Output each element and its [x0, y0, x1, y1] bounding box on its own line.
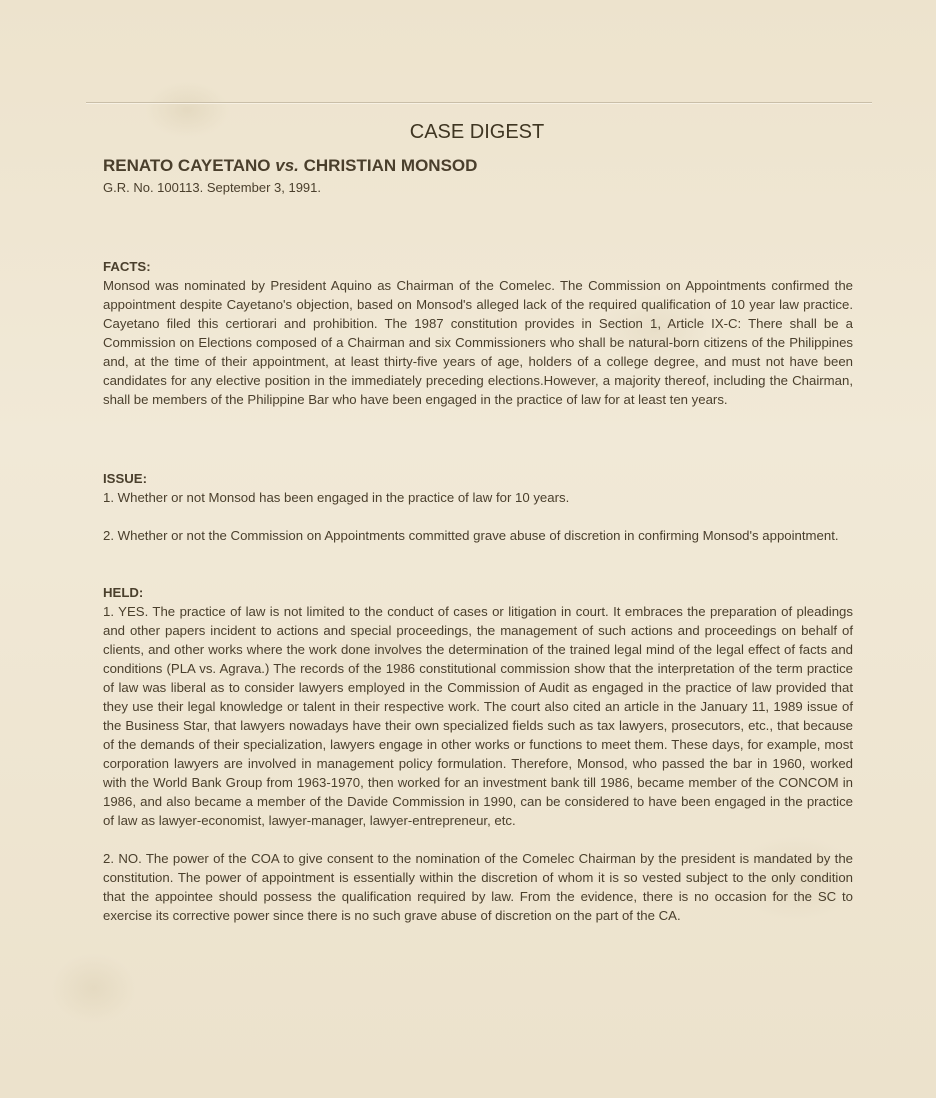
issue-section — [103, 469, 853, 545]
issue-item: 1. Whether or not Monsod has been engaged in the practice of law for 10 years. — [103, 490, 570, 505]
page-title: CASE DIGEST — [409, 121, 545, 143]
issue-item: 2. Whether or not the Commission on Appointments committed grave abuse of discretion in confirming Monsod's appointment. — [103, 528, 839, 543]
facts-heading: FACTS: — [103, 259, 151, 274]
case-digest-document — [103, 118, 853, 925]
held-item: 2. NO. The power of the COA to give consent to the nomination of the Comelec Chairman by the president is mandated by the constitution. The power of appointment is essentially within the discretion of whom it is so vested subject to the only condition that the appointee should possess the qualification required by law. From the evidence, there is no occasion for the SC to exercise its corrective power since there is no such grave abuse of discretion on the part of the CA. — [103, 851, 853, 923]
held-item: 1. YES. The practice of law is not limited to the conduct of cases or litigation in court. It embraces the preparation of pleadings and other papers incident to actions and special proceedings, the management of such actions and proceedings on behalf of clients, and other works where the work done involves the determination of the trained legal mind of the legal effect of facts and conditions (PLA vs. Agrava.) The records of the 1986 constitutional commission show that the interpretation of the term practice of law was liberal as to consider lawyers employed in the Commission of Audit as engaged in the practice of law provided that they use their legal knowledge or talent in their respective work. The court also cited an article in the January 11, 1989 issue of the Business Star, that lawyers nowadays have their own specialized fields such as tax lawyers, prosecutors, etc., that because of the demands of their specialization, lawyers engage in other works or functions to meet them. These days, for example, most corporation lawyers are involved in management policy formulation. Therefore, Monsod, who passed the bar in 1960, worked with the World Bank Group from 1963-1970, then worked for an investment bank till 1986, became member of the CONCOM in 1986, and also became a member of the Davide Commission in 1990, can be considered to have been engaged in the practice of law as lawyer-economist, lawyer-manager, lawyer-entrepreneur, etc. — [103, 604, 853, 828]
header-divider — [86, 102, 872, 104]
facts-text: Monsod was nominated by President Aquino as Chairman of the Comelec. The Commission on Appointments confirmed the appointment despite Cayetano's objection, based on Monsod's alleged lack of the required qualification of 10 year law practice. Cayetano filed this certiorari and prohibition. The 1987 constitution provides in Section 1, Article IX-C: There shall be a Commission on Elections composed of a Chairman and six Commissioners who shall be natural-born citizens of the Philippines and, at the time of their appointment, at least thirty-five years of age, holders of a college degree, and must not have been candidates for any elective position in the immediately preceding elections.However, a majority thereof, including the Chairman, shall be members of the Philippine Bar who have been engaged in the practice of law for at least ten years. — [103, 278, 853, 407]
case-citation: G.R. No. 100113. September 3, 1991. — [103, 180, 322, 195]
issue-heading: ISSUE: — [103, 471, 147, 486]
case-title — [103, 155, 853, 177]
facts-section — [103, 257, 853, 409]
versus-label: vs. — [275, 156, 299, 175]
held-section — [103, 583, 853, 925]
respondent-name: CHRISTIAN MONSOD — [303, 156, 478, 175]
held-heading: HELD: — [103, 585, 144, 600]
petitioner-name: RENATO CAYETANO — [103, 156, 271, 175]
